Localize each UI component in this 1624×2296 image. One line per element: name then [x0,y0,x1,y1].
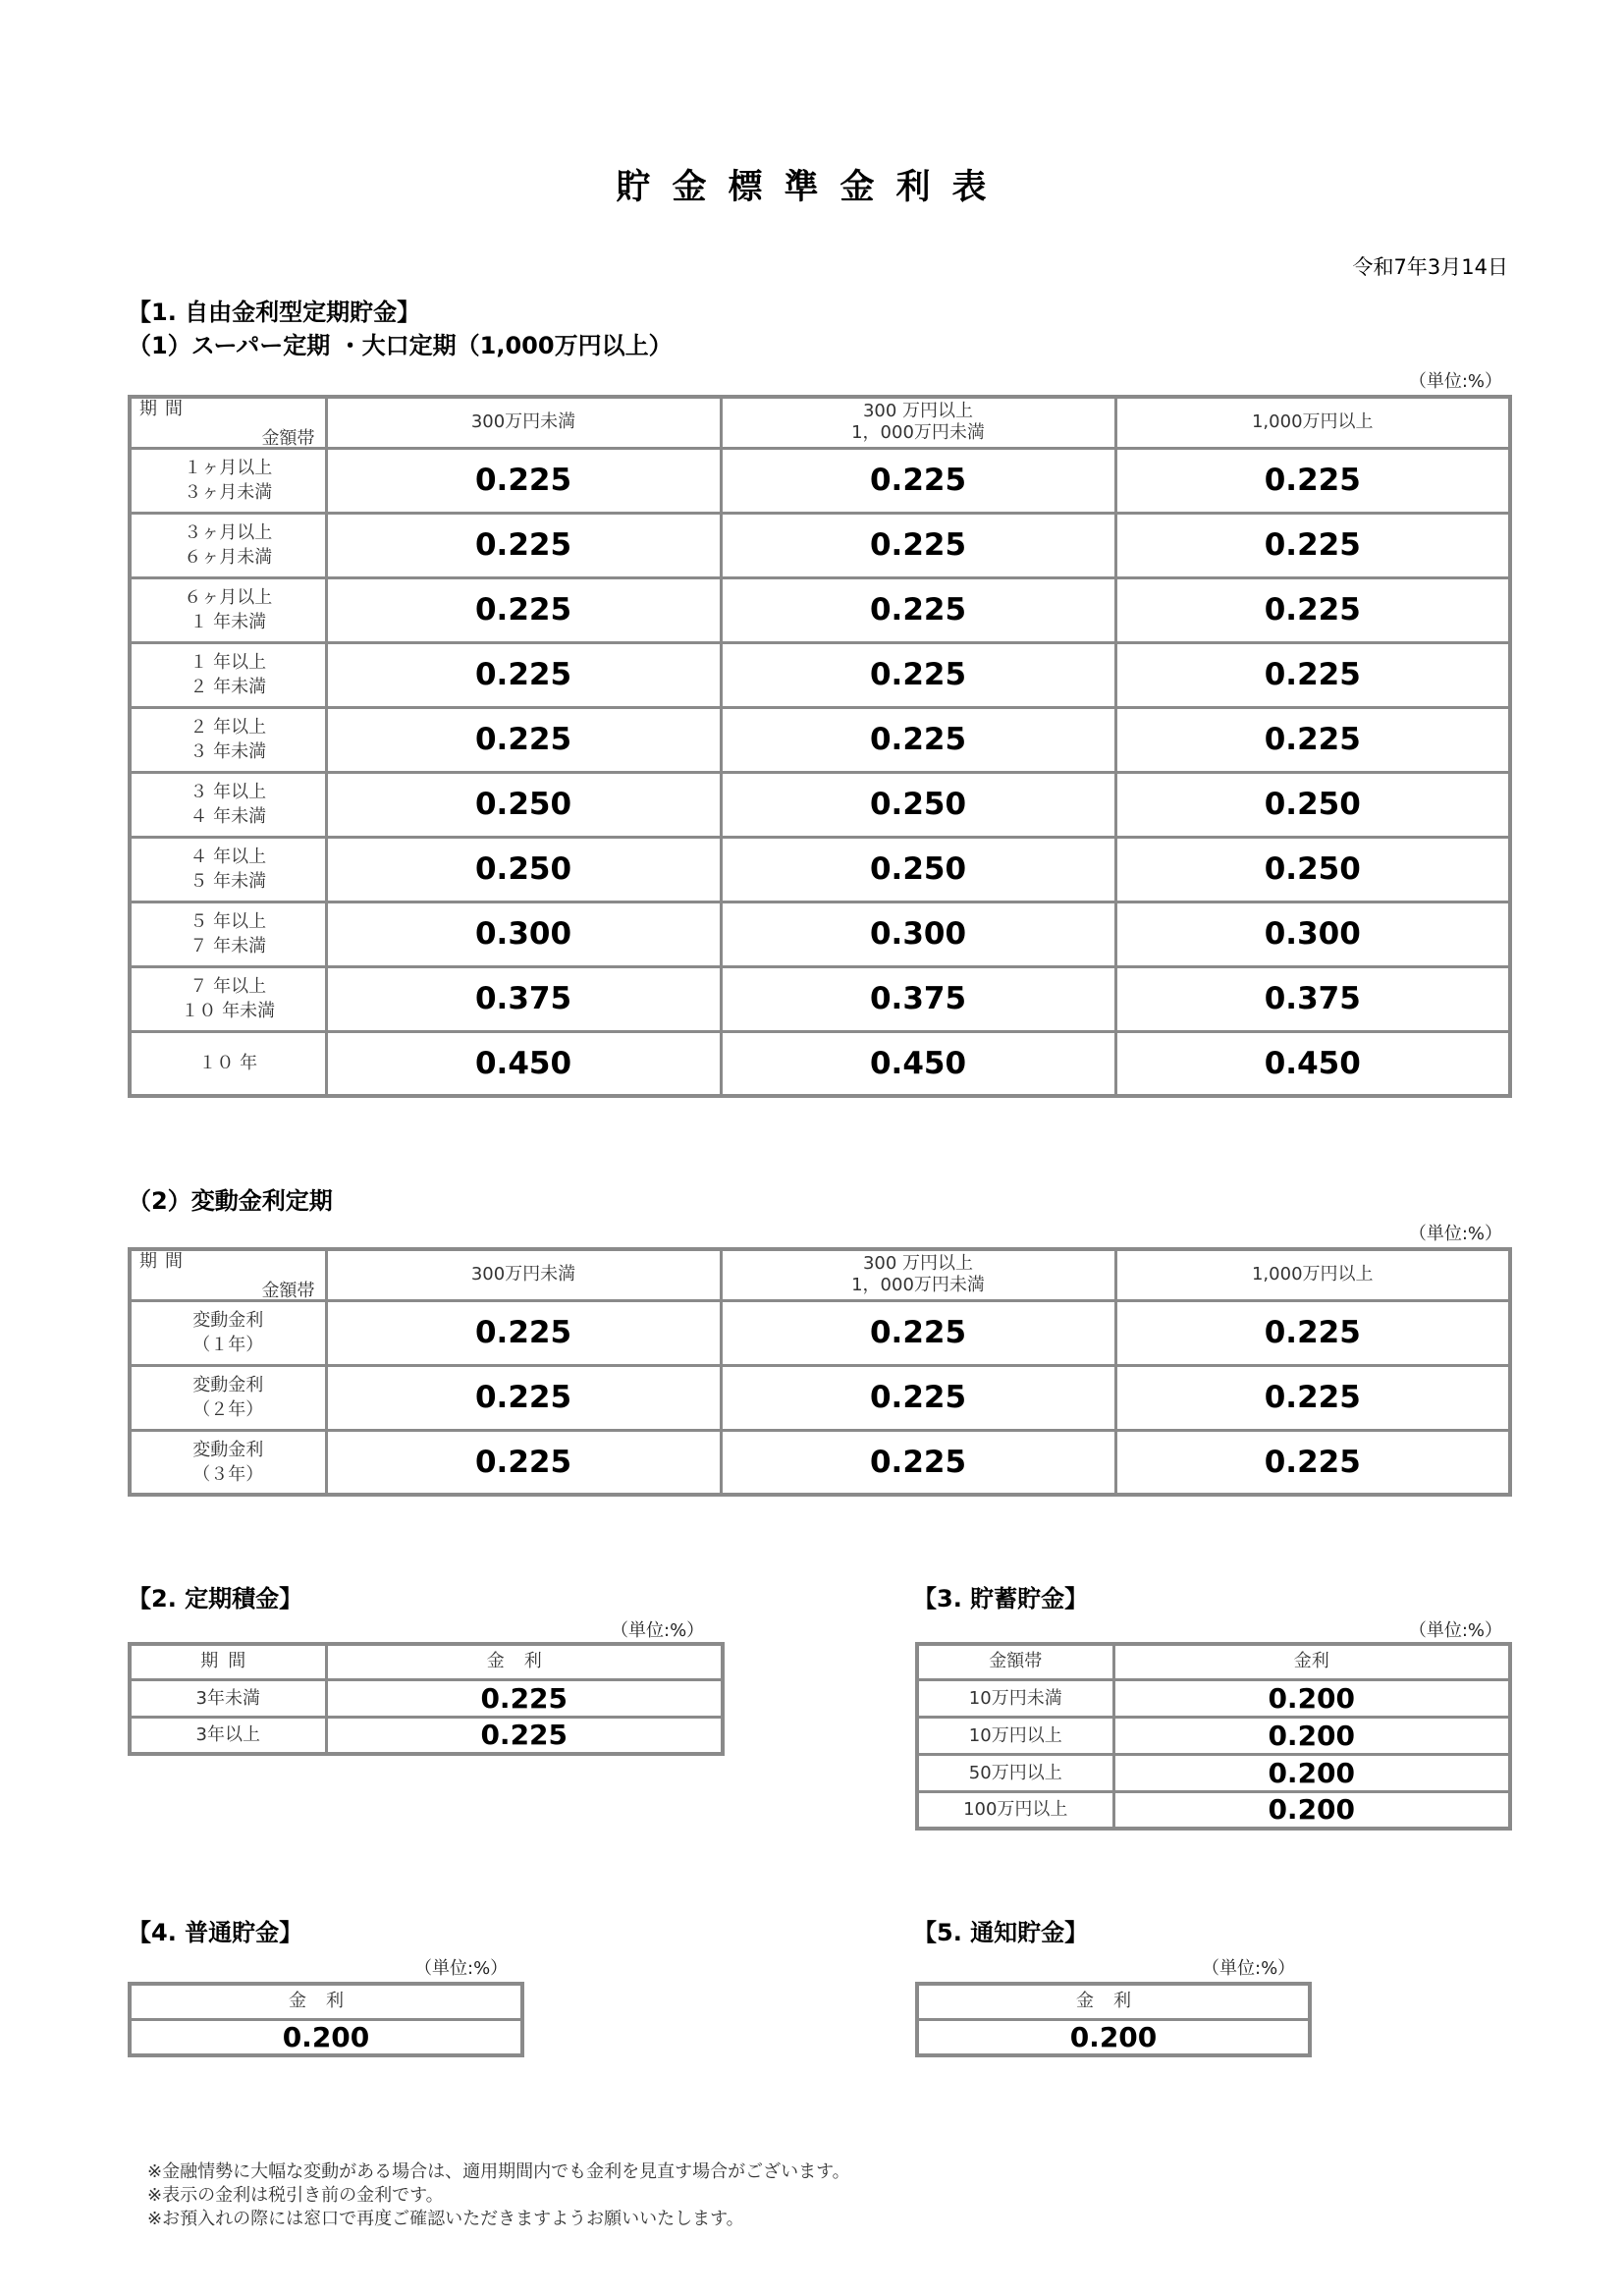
ordinary-deposit-table [128,1982,524,2057]
table-row [130,772,1510,837]
corner-period-label: 期間 [139,1251,190,1273]
rate-value: 0.225 [721,1365,1115,1430]
column-header-rate: 金利 [1113,1644,1510,1679]
section1-sub1-unit: （単位:%） [1408,371,1502,392]
column-header: 300万円未満 [326,397,721,448]
rate-value: 0.450 [1115,1031,1510,1096]
table-header-row [130,397,1510,448]
row-label: ４ 年以上 ５ 年未満 [130,837,326,902]
table-row [130,2019,522,2055]
row-label: 変動金利 （２年） [130,1365,326,1430]
row-label: 10万円以上 [917,1717,1113,1754]
table-row [130,577,1510,642]
rate-value: 0.225 [326,448,721,513]
section2-unit: （単位:%） [611,1620,705,1641]
section1-sub1-heading: （1）スーパー定期 ・大口定期（1,000万円以上） [128,332,673,359]
table-row [130,1300,1510,1365]
section1-sub2-heading: （2）変動金利定期 [128,1187,333,1215]
notice-deposit-table [915,1982,1312,2057]
super-time-deposit-table [128,395,1512,1098]
rate-value: 0.225 [326,1717,723,1754]
table-row [130,1679,723,1717]
rate-value: 0.200 [917,2019,1310,2055]
rate-value: 0.375 [721,966,1115,1031]
rate-value: 0.300 [1115,902,1510,966]
rate-value: 0.250 [721,837,1115,902]
rate-value: 0.250 [326,772,721,837]
rate-value: 0.225 [1115,1365,1510,1430]
table-row [130,707,1510,772]
section5-unit: （単位:%） [1202,1958,1296,1979]
rate-value: 0.250 [326,837,721,902]
table-row [130,902,1510,966]
row-label: ２ 年以上 ３ 年未満 [130,707,326,772]
rate-value: 0.225 [721,642,1115,707]
rate-value: 0.450 [326,1031,721,1096]
row-label: 100万円以上 [917,1791,1113,1829]
rate-value: 0.225 [721,1430,1115,1495]
table-row [917,1717,1510,1754]
section2-heading: 【2. 定期積金】 [128,1585,303,1613]
rate-value: 0.225 [326,707,721,772]
savings-deposit-table [915,1642,1512,1831]
table-row [130,642,1510,707]
section1-sub2-unit: （単位:%） [1408,1224,1502,1244]
table-row [130,513,1510,577]
rate-value: 0.225 [721,1300,1115,1365]
corner-period-label: 期間 [139,399,190,420]
rate-value: 0.225 [326,577,721,642]
table-row [917,1791,1510,1829]
table-row [130,1031,1510,1096]
row-label: 3年未満 [130,1679,326,1717]
issue-date: 令和7年3月14日 [1352,255,1508,279]
row-label: 変動金利 （３年） [130,1430,326,1495]
footnote: ※表示の金利は税引き前の金利です。 [147,2185,444,2206]
row-label: ７ 年以上 １０ 年未満 [130,966,326,1031]
column-header: 300万円未満 [326,1249,721,1300]
table-row [130,1430,1510,1495]
column-header-rate: 金利 [130,1984,522,2019]
column-header: 1,000万円以上 [1115,1249,1510,1300]
table-corner-cell [130,397,326,448]
row-label: ３ヶ月以上 ６ヶ月未満 [130,513,326,577]
footnotes [147,2160,850,2231]
row-label: ６ヶ月以上 １ 年未満 [130,577,326,642]
installment-deposit-table [128,1642,725,1756]
rate-value: 0.225 [721,448,1115,513]
rate-value: 0.250 [1115,772,1510,837]
row-label: ５ 年以上 ７ 年未満 [130,902,326,966]
section1-heading: 【1. 自由金利型定期貯金】 [128,299,421,326]
rate-value: 0.200 [1113,1717,1510,1754]
row-label: １０ 年 [130,1031,326,1096]
table-header-row [130,1984,522,2019]
corner-amount-band-label: 金額帯 [261,1281,315,1302]
row-label: 50万円以上 [917,1754,1113,1791]
rate-value: 0.225 [326,1430,721,1495]
row-label: １ 年以上 ２ 年未満 [130,642,326,707]
rate-value: 0.225 [1115,707,1510,772]
rate-value: 0.225 [326,642,721,707]
document-title: 貯金標準金利表 [616,168,1008,207]
rate-value: 0.225 [1115,1430,1510,1495]
row-label: １ヶ月以上 ３ヶ月未満 [130,448,326,513]
variable-rate-deposit-table [128,1247,1512,1497]
table-header-row [917,1644,1510,1679]
rate-value: 0.225 [721,707,1115,772]
column-header: 300 万円以上 1，000万円未満 [721,1249,1115,1300]
rate-value: 0.200 [130,2019,522,2055]
column-header: 1,000万円以上 [1115,397,1510,448]
row-label: 3年以上 [130,1717,326,1754]
column-header-rate: 金利 [326,1644,723,1679]
table-row [130,966,1510,1031]
rate-value: 0.200 [1113,1791,1510,1829]
table-row [917,1679,1510,1717]
rate-value: 0.250 [721,772,1115,837]
rate-value: 0.250 [1115,837,1510,902]
column-header-rate: 金利 [917,1984,1310,2019]
rate-value: 0.225 [1115,1300,1510,1365]
table-row [130,1717,723,1754]
column-header-amount-band: 金額帯 [917,1644,1113,1679]
section3-unit: （単位:%） [1408,1620,1502,1641]
table-row [917,2019,1310,2055]
rate-value: 0.225 [1115,577,1510,642]
table-row [130,448,1510,513]
table-header-row [130,1249,1510,1300]
section4-unit: （単位:%） [414,1958,509,1979]
table-row [917,1754,1510,1791]
rate-value: 0.200 [1113,1679,1510,1717]
corner-amount-band-label: 金額帯 [261,428,315,450]
footnote: ※金融情勢に大幅な変動がある場合は、適用期間内でも金利を見直す場合がございます。 [147,2161,850,2182]
footnote: ※お預入れの際には窓口で再度ご確認いただきますようお願いいたします。 [147,2209,744,2229]
table-row [130,837,1510,902]
section4-heading: 【4. 普通貯金】 [128,1919,303,1946]
rate-value: 0.200 [1113,1754,1510,1791]
rate-value: 0.450 [721,1031,1115,1096]
rate-value: 0.300 [721,902,1115,966]
rate-value: 0.225 [1115,448,1510,513]
row-label: ３ 年以上 ４ 年未満 [130,772,326,837]
table-header-row [130,1644,723,1679]
rate-value: 0.225 [1115,642,1510,707]
column-header-period: 期間 [130,1644,326,1679]
rate-value: 0.225 [326,1300,721,1365]
section5-heading: 【5. 通知貯金】 [913,1919,1089,1946]
rate-value: 0.225 [326,1679,723,1717]
rate-value: 0.375 [1115,966,1510,1031]
rate-value: 0.225 [721,577,1115,642]
rate-value: 0.300 [326,902,721,966]
rate-value: 0.225 [1115,513,1510,577]
row-label: 変動金利 （１年） [130,1300,326,1365]
rate-value: 0.225 [326,513,721,577]
rate-value: 0.225 [721,513,1115,577]
table-row [130,1365,1510,1430]
section3-heading: 【3. 貯蓄貯金】 [913,1585,1089,1613]
rate-value: 0.225 [326,1365,721,1430]
rate-value: 0.375 [326,966,721,1031]
row-label: 10万円未満 [917,1679,1113,1717]
table-header-row [917,1984,1310,2019]
table-corner-cell [130,1249,326,1300]
column-header: 300 万円以上 1，000万円未満 [721,397,1115,448]
